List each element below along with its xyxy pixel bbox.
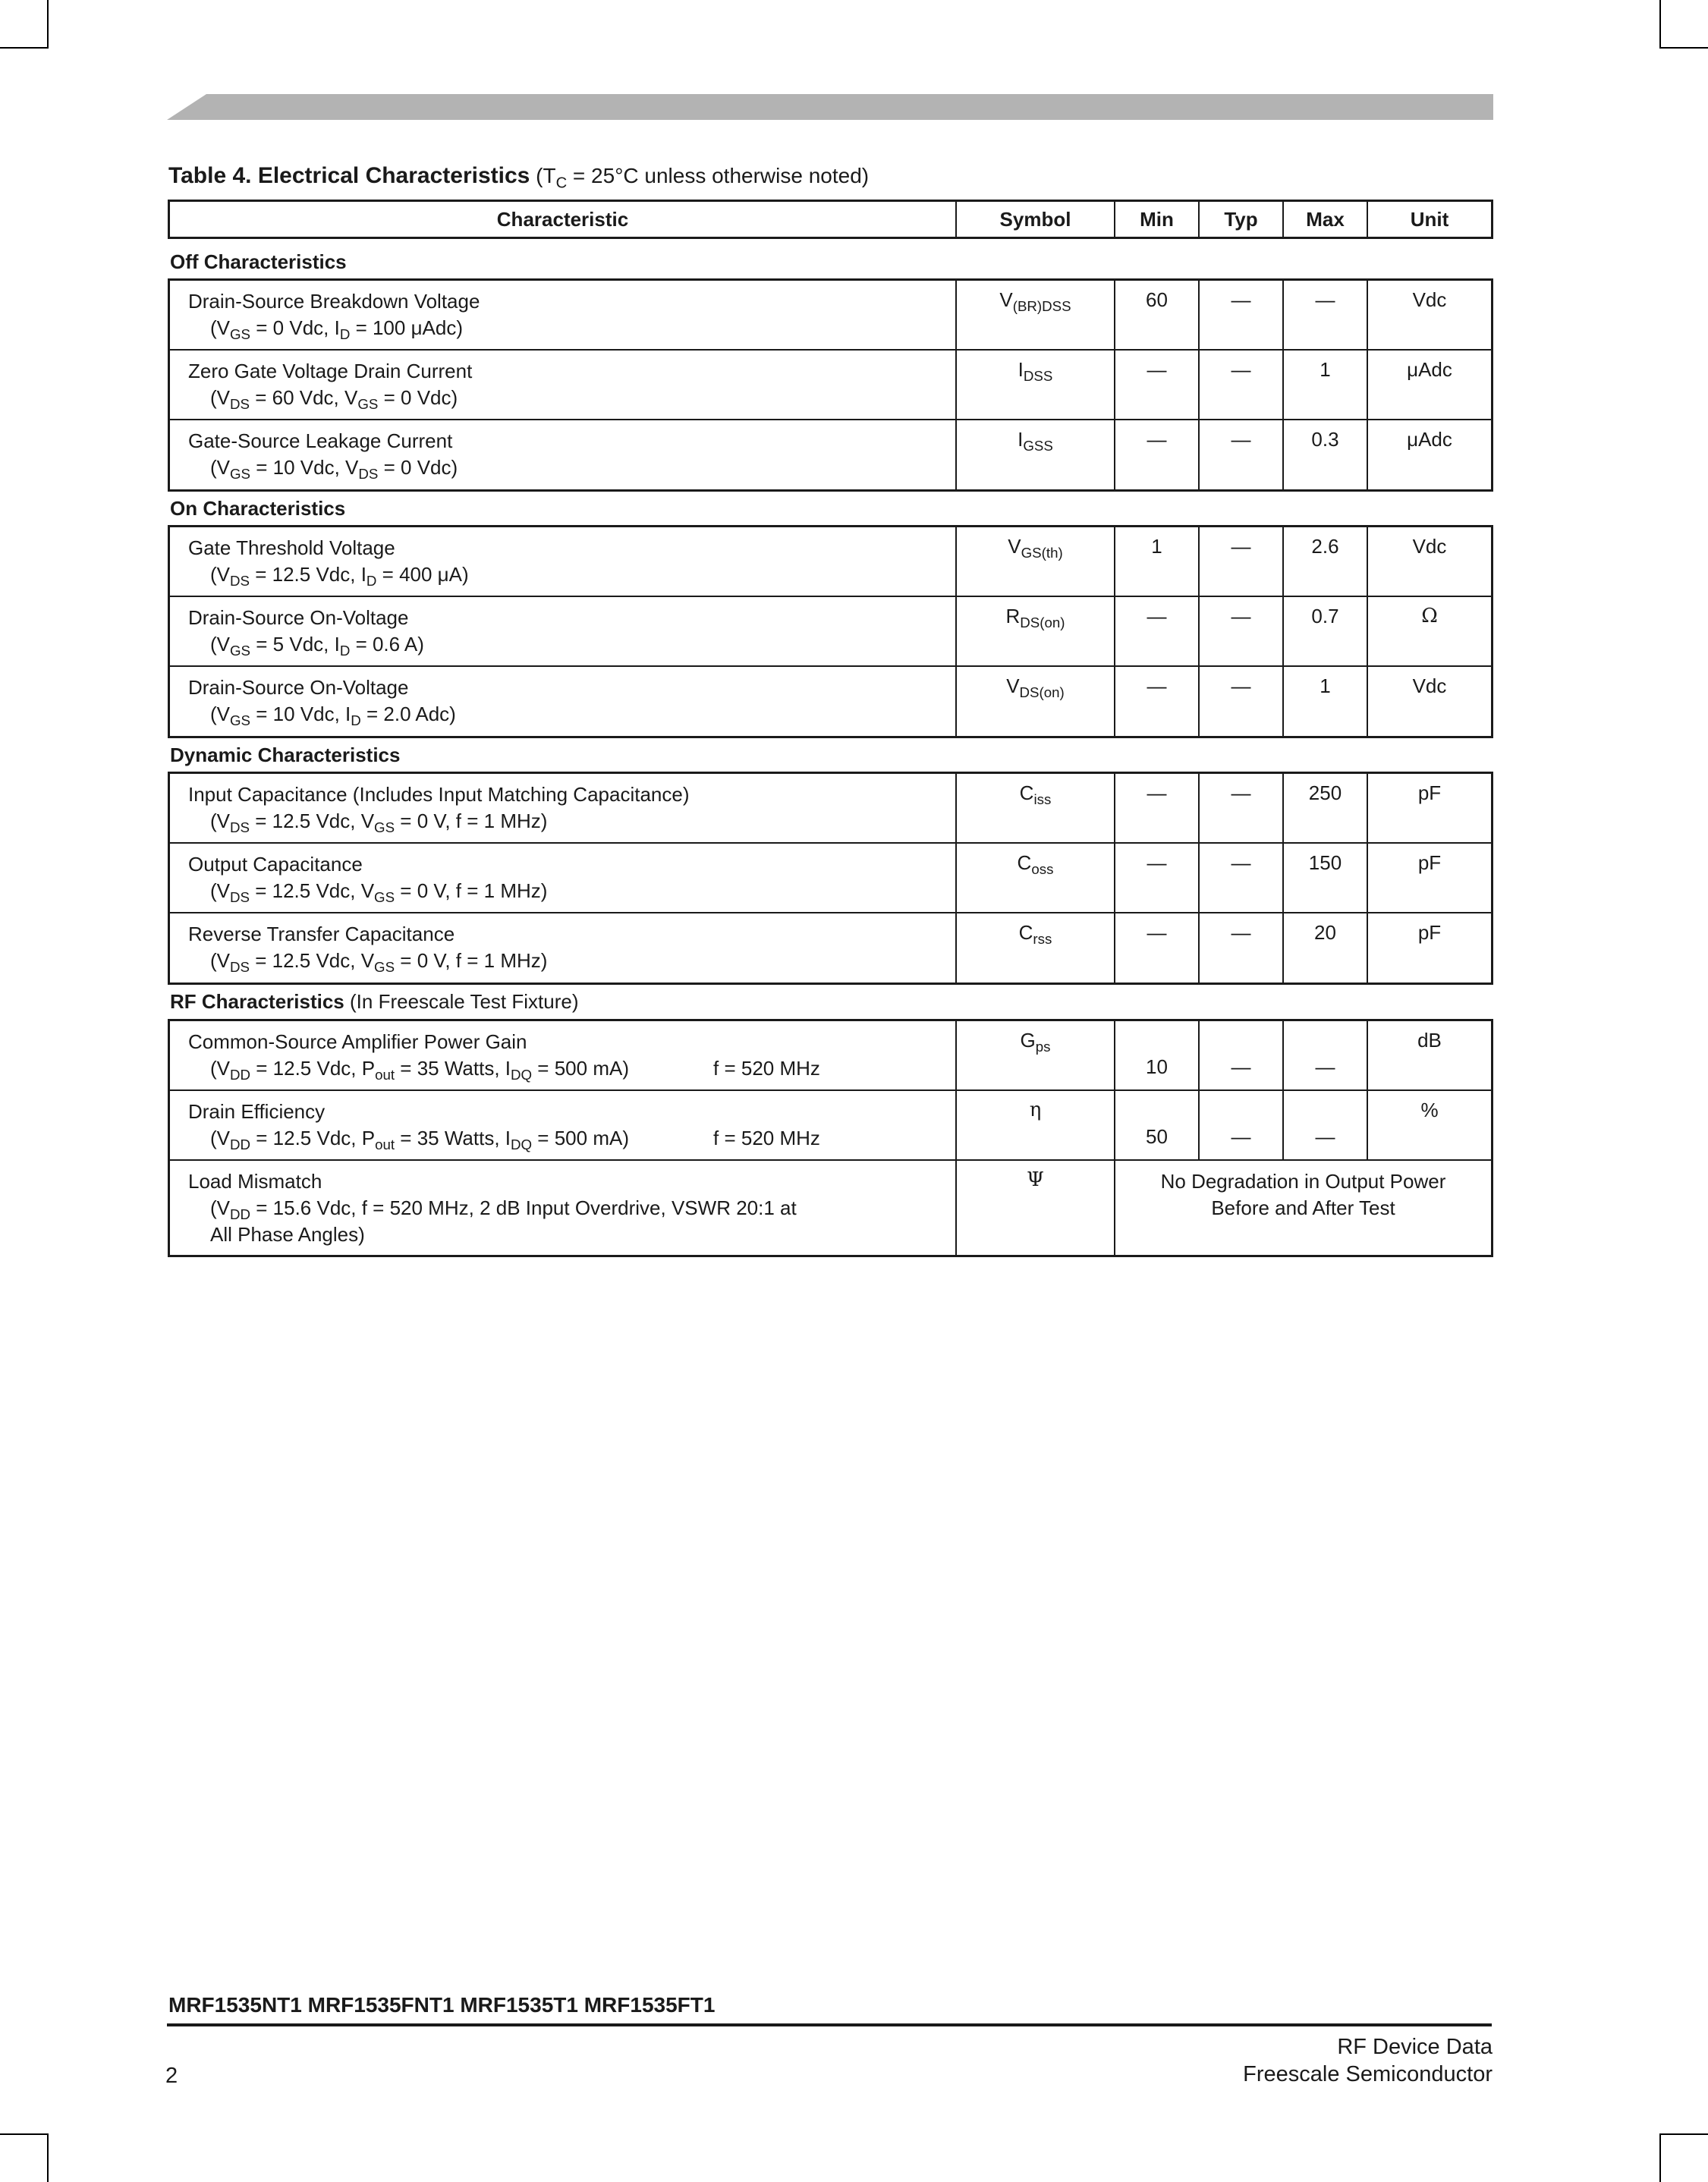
table-title: Table 4. Electrical Characteristics [168,163,530,188]
max-cell: — [1284,1091,1368,1159]
typ-cell: — [1200,1021,1284,1089]
table-row [170,1021,1491,1091]
section-title-off: Off Characteristics [170,250,347,273]
unit-cell: Vdc [1412,674,1447,697]
typ-cell: — [1200,844,1284,912]
section-off-rows [168,278,1493,492]
unit-cell: μAdc [1407,358,1452,381]
max-cell: 0.3 [1284,420,1368,489]
unit-cell: pF [1417,781,1442,804]
typ-cell: — [1200,351,1284,419]
unit-cell: μAdc [1407,428,1452,451]
characteristic-cell: Load Mismatch ($V_{DD} = 15.6$ Vdc, f = 520 MHz, 2 dB Input Overdrive, VSWR 20:1 at All Phase Angles) [170,1161,957,1255]
table-row [170,1091,1491,1161]
symbol-cell: $C_{oss}$ [957,844,1115,912]
symbol-cell: $V_{DS(on)}$ [957,667,1115,736]
characteristic-cell: Drain-Source Breakdown Voltage ($V_{GS} = 0$ Vdc, $I_D = 100$ μAdc) [170,281,957,349]
typ-cell: — [1200,420,1284,489]
characteristic-cell: Input Capacitance (Includes Input Matching Capacitance) ($V_{DS} = 12.5$ Vdc, $V_{GS} = 0$ V, f = 1 MHz) [170,774,957,842]
typ-cell: — [1200,281,1284,349]
header-symbol: Symbol [957,202,1115,237]
symbol-cell: $V_{GS(th)}$ [957,527,1115,596]
symbol-cell: $C_{rss}$ [957,913,1115,983]
unit-cell: % [1420,1099,1439,1121]
section-title-dynamic: Dynamic Characteristics [170,744,401,766]
characteristic-cell: Zero Gate Voltage Drain Current ($V_{DS} = 60$ Vdc, $V_{GS} = 0$ Vdc) [170,351,957,419]
typ-cell: — [1200,1091,1284,1159]
symbol-cell: $G_{ps}$ [957,1021,1115,1089]
table-condition: ($T_C = 25^\circ C$ unless otherwise noted) [536,164,870,192]
table-header [168,200,1493,239]
symbol-cell: Ψ [957,1161,1115,1255]
min-cell: 1 [1115,527,1200,596]
typ-cell: — [1200,667,1284,736]
characteristic-cell: Gate-Source Leakage Current ($V_{GS} = 10$ Vdc, $V_{DS} = 0$ Vdc) [170,420,957,489]
max-cell: 2.6 [1284,527,1368,596]
characteristic-cell: Common-Source Amplifier Power Gain ($V_{DD} = 12.5$ Vdc, $P_{out} = 35$ Watts, $I_{DQ} = 500$ mA) f = 520 MHz [170,1021,957,1089]
section-rf-rows [168,1019,1493,1257]
table-row [170,844,1491,913]
header-min: Min [1115,202,1200,237]
min-cell: — [1115,913,1200,983]
unit-cell: pF [1417,921,1442,944]
typ-cell: — [1200,597,1284,665]
table-row [170,1161,1491,1255]
table-caption [168,163,870,192]
header-bar [167,94,1493,120]
unit-cell: Vdc [1412,535,1447,558]
footer-rule [167,2023,1492,2026]
header-max: Max [1284,202,1368,237]
unit-cell: dB [1417,1029,1442,1052]
symbol-cell: $R_{DS(on)}$ [957,597,1115,665]
min-cell: 50 [1115,1091,1200,1159]
symbol-cell: η [957,1091,1115,1159]
table-row [170,527,1491,597]
footer-company: Freescale Semiconductor [1243,2062,1493,2086]
footer-publisher [1243,2033,1493,2088]
table-row [170,913,1491,983]
crop-mark-top-right [1659,0,1708,49]
header-typ: Typ [1200,202,1284,237]
section-title-on: On Characteristics [170,497,346,520]
max-cell: 250 [1284,774,1368,842]
min-cell: — [1115,667,1200,736]
table-row [170,667,1491,736]
header-unit: Unit [1410,207,1449,231]
typ-cell: — [1200,527,1284,596]
min-cell: 10 [1115,1021,1200,1089]
header-characteristic: Characteristic [170,202,957,237]
typ-cell: — [1200,774,1284,842]
footer-doc-type: RF Device Data [1337,2035,1493,2059]
symbol-cell: $I_{DSS}$ [957,351,1115,419]
unit-cell: Ω [1421,605,1438,627]
symbol-cell: $V_{(BR)DSS}$ [957,281,1115,349]
min-cell: — [1115,844,1200,912]
footer-part-numbers: MRF1535NT1 MRF1535FNT1 MRF1535T1 MRF1535FT1 [168,1993,716,2017]
typ-cell: — [1200,913,1284,983]
characteristic-cell: Gate Threshold Voltage ($V_{DS} = 12.5$ Vdc, $I_D = 400$ μA) [170,527,957,596]
characteristic-cell: Drain-Source On-Voltage ($V_{GS} = 5$ Vdc, $I_D = 0.6$ A) [170,597,957,665]
min-cell: 60 [1115,281,1200,349]
characteristic-cell: Drain Efficiency ($V_{DD} = 12.5$ Vdc, $P_{out} = 35$ Watts, $I_{DQ} = 500$ mA) f = 520 MHz [170,1091,957,1159]
symbol-cell: $I_{GSS}$ [957,420,1115,489]
crop-mark-top-left [0,0,49,49]
table-row [170,420,1491,489]
min-cell: — [1115,351,1200,419]
section-title-rf: RF Characteristics (In Freescale Test Fixture) [170,990,579,1013]
characteristic-cell: Output Capacitance ($V_{DS} = 12.5$ Vdc, $V_{GS} = 0$ V, f = 1 MHz) [170,844,957,912]
min-cell: — [1115,420,1200,489]
max-cell: 1 [1284,351,1368,419]
table-row [170,281,1491,351]
min-cell: — [1115,597,1200,665]
max-cell: 20 [1284,913,1368,983]
result-cell: No Degradation in Output Power Before and After Test [1160,1170,1446,1219]
symbol-cell: $C_{iss}$ [957,774,1115,842]
max-cell: 1 [1284,667,1368,736]
section-dynamic-rows [168,772,1493,985]
unit-cell: Vdc [1412,288,1447,311]
crop-mark-bottom-right [1659,2133,1708,2182]
max-cell: — [1284,281,1368,349]
characteristic-cell: Drain-Source On-Voltage ($V_{GS} = 10$ Vdc, $I_D = 2.0$ Adc) [170,667,957,736]
max-cell: 0.7 [1284,597,1368,665]
page-number: 2 [165,2064,178,2088]
table-row [170,774,1491,844]
unit-cell: pF [1417,851,1442,874]
crop-mark-bottom-left [0,2133,49,2182]
max-cell: — [1284,1021,1368,1089]
max-cell: 150 [1284,844,1368,912]
min-cell: — [1115,774,1200,842]
table-row [170,351,1491,420]
characteristic-cell: Reverse Transfer Capacitance ($V_{DS} = 12.5$ Vdc, $V_{GS} = 0$ V, f = 1 MHz) [170,913,957,983]
table-row [170,597,1491,667]
section-on-rows [168,525,1493,738]
